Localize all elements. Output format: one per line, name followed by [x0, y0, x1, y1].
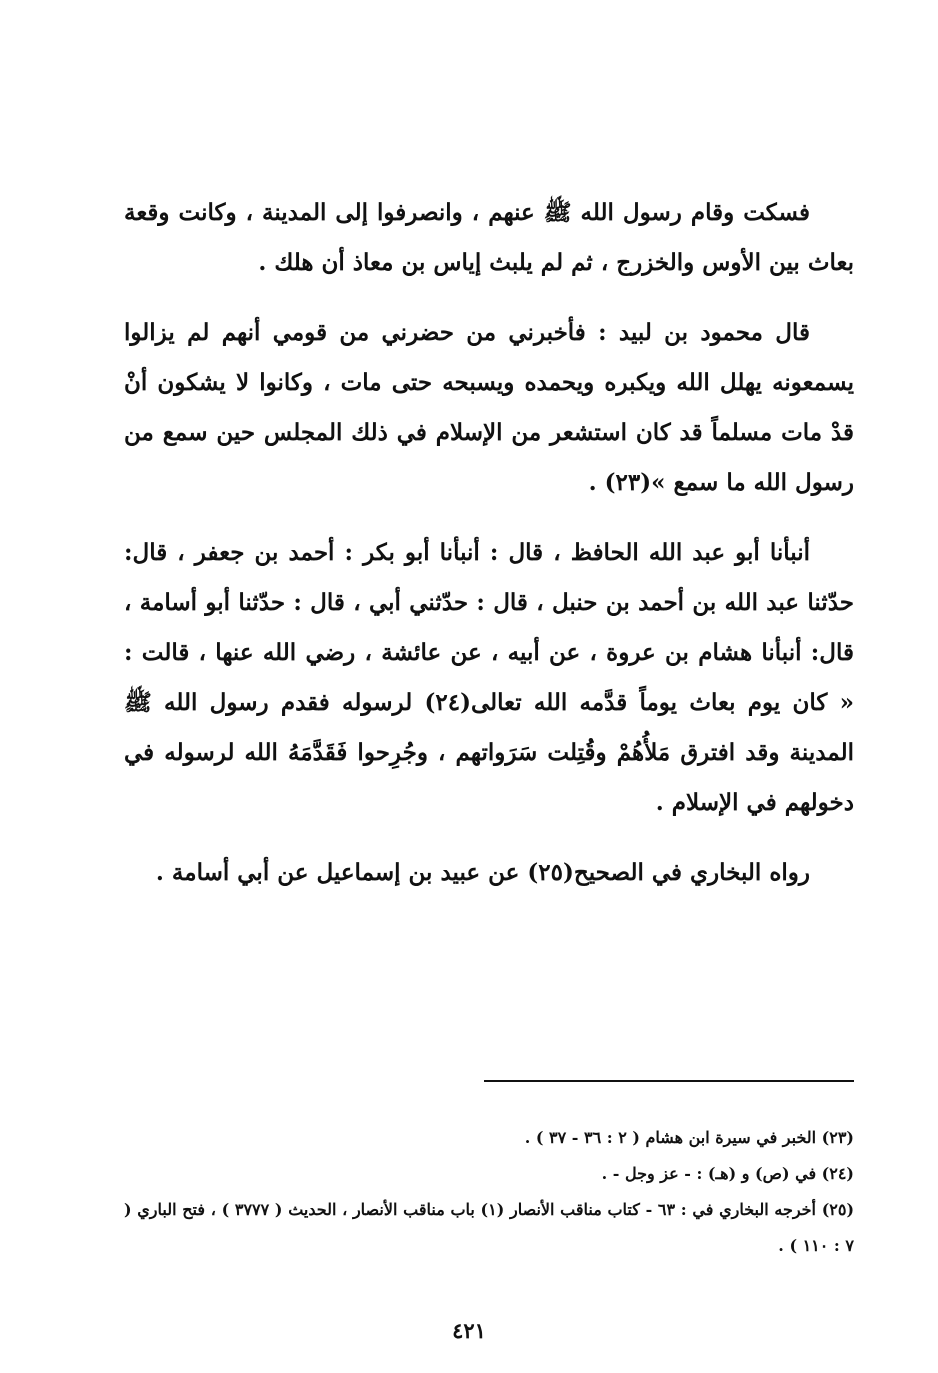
footnote: (٢٥) أخرجه البخاري في : ٦٣ - كتاب مناقب الأنصار (١) باب مناقب الأنصار ، الحديث ( ٣٧٧٧ ) ، فتح الباري ( ٧ : ١١٠ ) .: [124, 1200, 855, 1255]
paragraph: فسكت وقام رسول الله ﷺ عنهم ، وانصرفوا إلى المدينة ، وكانت وقعة بعاث بين الأوس والخزرج ، ثم لم يلبث إياس بن معاذ أن هلك .: [124, 199, 854, 276]
footnote: (٢٤) في (ص) و (هـ) : - عز وجل - .: [601, 1164, 854, 1183]
footnotes: [124, 1120, 854, 1264]
footnote-divider: [484, 1080, 854, 1082]
page-number: ٤٢١: [452, 1318, 486, 1343]
paragraph: أنبأنا أبو عبد الله الحافظ ، قال : أنبأنا أبو بكر : أحمد بن جعفر ، قال: حدّثنا عبد الله بن أحمد بن حنبل ، قال : حدّثني أبي ، قال : حدّثنا أبو أسامة ، قال: أنبأنا هشام بن عروة ، عن أبيه ، عن عائشة ، رضي الله عنها ، قالت : « كان يوم بعاث يوماً قدَّمه الله تعالى(٢٤) لرسوله فقدم رسول الله ﷺ المدينة وقد افترق مَلأُهُمْ وقُتِلت سَرَواتهم ، وجُرِحوا فَقَدَّمَهُ الله لرسوله في دخولهم في الإسلام .: [124, 539, 854, 816]
paragraph: قال محمود بن لبيد : فأخبرني من حضرني من قومي أنهم لم يزالوا يسمعونه يهلل الله ويكبره ويحمده ويسبحه حتى مات ، وكانوا لا يشكون أنْ قدْ مات مسلماً قد كان استشعر من الإسلام في ذلك المجلس حين سمع من رسول الله ما سمع »(٢٣) .: [124, 319, 854, 496]
main-text: [124, 188, 854, 898]
footnote: (٢٣) الخبر في سيرة ابن هشام ( ٢ : ٣٦ - ٣٧ ) .: [524, 1128, 854, 1147]
paragraph: رواه البخاري في الصحيح(٢٥) عن عبيد بن إسماعيل عن أبي أسامة .: [155, 859, 810, 886]
